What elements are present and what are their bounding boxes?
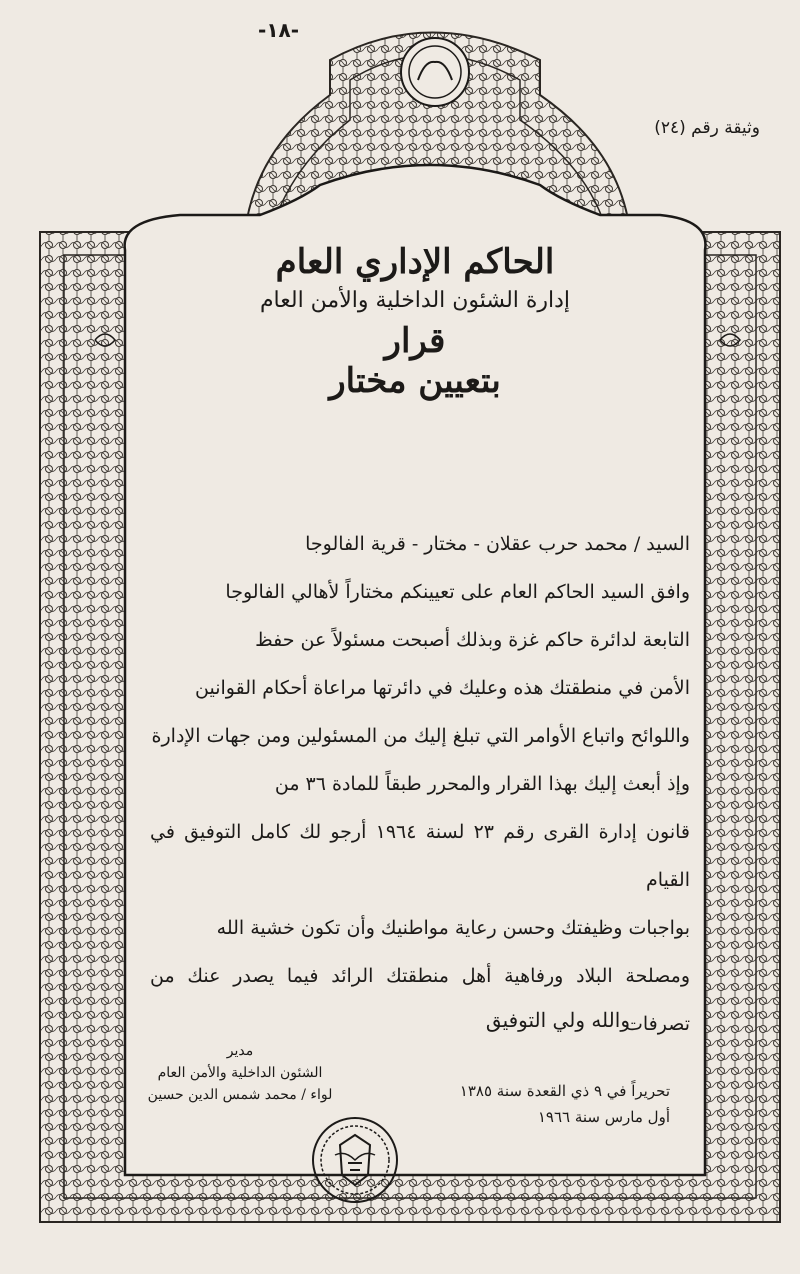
body-line: قانون إدارة القرى رقم ٢٣ لسنة ١٩٦٤ أرجو لك كامل التوفيق في القيام <box>150 821 690 891</box>
top-medallion <box>401 38 469 106</box>
body-line: وافق السيد الحاكم العام على تعيينكم مختاراً لأهالي الفالوجا <box>225 581 690 603</box>
decision-title: قرار <box>384 321 446 361</box>
body-line: واللوائح واتباع الأوامر التي تبلغ إليك من المسئولين ومن جهات الإدارة <box>151 725 690 747</box>
closing-line: والله ولي التوفيق <box>485 1008 630 1032</box>
page-number: -١٨- <box>258 18 300 42</box>
official-seal <box>310 1115 400 1205</box>
body-line: التابعة لدائرة حاكم غزة وبذلك أصبحت مسئولاً عن حفظ <box>255 629 690 651</box>
department-name: إدارة الشئون الداخلية والأمن العام <box>259 288 571 313</box>
signatory-role: مدير <box>226 1043 254 1059</box>
body-line: بواجبات وظيفتك وحسن رعاية مواطنيك وأن تكون خشية الله <box>216 917 690 939</box>
issuing-authority: الحاكم الإداري العام <box>275 242 555 282</box>
body-line: ومصلحة البلاد ورفاهية أهل منطقتك الرائد فيما يصدر عنك من تصرفات <box>150 965 690 1035</box>
decision-subject: بتعيين مختار <box>329 361 501 401</box>
document-header <box>135 232 695 429</box>
body-line: وإذ أبعث إليك بهذا القرار والمحرر طبقاً للمادة ٣٦ من <box>274 773 690 795</box>
gregorian-date: أول مارس سنة ١٩٦٦ <box>537 1108 670 1126</box>
addressee-line: السيد / محمد حرب عقلان - مختار - قرية الفالوجا <box>305 533 690 555</box>
signatory-name: لواء / محمد شمس الدين حسين <box>147 1087 333 1103</box>
body-line: الأمن في منطقتك هذه وعليك في دائرتها مراعاة أحكام القوانين <box>195 677 690 699</box>
document-number: وثيقة رقم (٢٤) <box>654 118 760 138</box>
date-block <box>390 1078 670 1130</box>
signature-block <box>135 1040 345 1106</box>
signatory-department: الشئون الداخلية والأمن العام <box>157 1065 323 1081</box>
hijri-date: تحريراً في ٩ ذي القعدة سنة ١٣٨٥ <box>459 1082 670 1100</box>
decision-body <box>150 520 690 1048</box>
